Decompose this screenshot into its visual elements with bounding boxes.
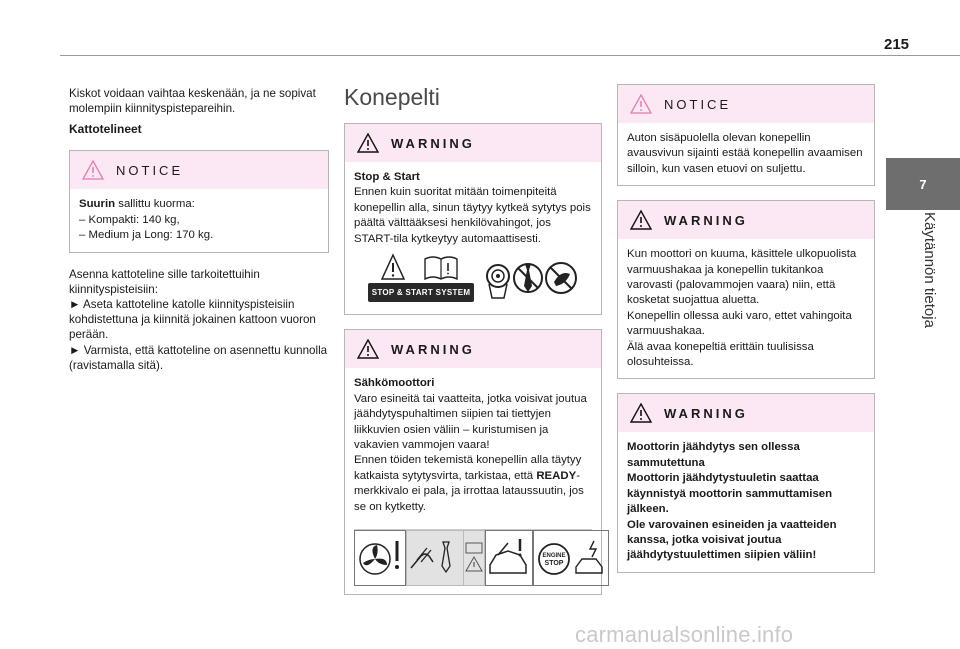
- header-rule: [60, 55, 960, 56]
- stop-start-pictograms: [354, 247, 592, 306]
- electric-motor-text-a: Varo esineitä tai vaatteita, jotka voisivat joutua jäähdytyspuhaltimen siipien tai tiettyjen liikkuvien osien väliin – kuristumisen ja vakavien vammojen vaara! Ennen töiden tekemistä konepellin alla täytyy katkaista sytytysvirta, tarkistaa, että: [354, 392, 587, 482]
- warning-header: [345, 330, 601, 368]
- warning-body: [345, 368, 601, 594]
- warning-body: [618, 432, 874, 571]
- notice-header: [618, 85, 874, 123]
- notice-body: [618, 123, 874, 185]
- warning-body: [618, 239, 874, 378]
- notice-box-release-lever: [617, 84, 875, 186]
- notice-bold-word: Suurin: [79, 198, 116, 211]
- warning-title: WARNING: [391, 135, 475, 151]
- warning-box-stop-start: [344, 123, 602, 315]
- warning-box-hot-engine: [617, 200, 875, 379]
- column-right: [617, 84, 875, 587]
- notice-body: [70, 189, 328, 251]
- warning-box-cooling-fan: [617, 393, 875, 572]
- hot-engine-text: Kun moottori on kuuma, käsittele ulkopuolista varmuushakaa ja konepellin tukitankoa varovasti (palovammojen vaara) niin, että kosketat suojattua aluetta. Konepellin ollessa auki varo, ettet vahingoita varmuushakaa. Älä avaa konepeltiä erittäin tuulisissa olosuhteissa.: [627, 248, 857, 369]
- stop-start-badge: STOP & START SYSTEM: [368, 283, 475, 302]
- warning-triangle-icon: [357, 339, 379, 359]
- stop-start-heading: Stop & Start: [354, 171, 420, 183]
- warning-header: [345, 124, 601, 162]
- notice-triangle-icon: [82, 160, 104, 180]
- site-watermark: carmanualsonline.info: [575, 622, 794, 647]
- warning-header: [618, 201, 874, 239]
- load-item-compact: – Kompakti: 140 kg,: [79, 213, 180, 226]
- release-lever-text: Auton sisäpuolella olevan konepellin avausvivun sijainti estää konepellin avaamisen silloin, kun vasen etuovi on suljettu.: [627, 132, 863, 175]
- load-item-medium-long: – Medium ja Long: 170 kg.: [79, 229, 214, 242]
- warning-triangle-icon: [630, 210, 652, 230]
- warning-box-electric-motor: [344, 329, 602, 595]
- svg-text:STOP: STOP: [544, 560, 564, 568]
- install-steps: Asenna kattoteline sille tarkoitettuihin kiinnityspisteisiin: ► Aseta kattoteline katolle kiinnityspisteisiin kohdistettuna ja kiinnitä jokainen kattoon vuoron perään. ► Varmista, että kattoteline on asennettu kunnolla (ravistamalla sitä).: [69, 267, 328, 372]
- notice-triangle-icon: [630, 94, 652, 114]
- chapter-label: Käytännön tietoja: [921, 212, 938, 328]
- fan-icon: [355, 535, 405, 581]
- notice-box-load: [69, 150, 329, 252]
- hand-tie-icon: [407, 538, 463, 578]
- manual-book-icon: [421, 253, 461, 283]
- warning-sign-icon: [381, 253, 421, 283]
- engine-stop-button-icon: [534, 535, 608, 581]
- notice-title: NOTICE: [664, 96, 732, 112]
- hand-tie-pictogram: [406, 530, 464, 586]
- fan-warning-pictogram: [354, 530, 406, 586]
- warning-title: WARNING: [664, 405, 748, 421]
- bonnet-open-icon: [486, 535, 532, 581]
- warning-triangle-icon: [630, 403, 652, 423]
- electric-motor-heading: Sähkömoottori: [354, 377, 435, 390]
- warning-title: WARNING: [664, 212, 748, 228]
- chapter-label-wrap: [886, 212, 960, 372]
- column-middle: [344, 84, 602, 609]
- engine-stop-pictogram: [533, 530, 609, 586]
- belt-pulley-icon: [484, 256, 512, 300]
- svg-text:ENGINE: ENGINE: [542, 553, 566, 560]
- no-hand-fan-icon: [544, 256, 578, 300]
- chapter-number: 7: [919, 176, 927, 192]
- rails-intro: Kiskot voidaan vaihtaa keskenään, ja ne sopivat molempiin kiinnityspistepareihin.: [69, 87, 316, 116]
- manual-warning-icon: [464, 541, 484, 575]
- page-number: 215: [884, 36, 910, 53]
- electric-motor-pictograms: [354, 529, 592, 586]
- notice-title: NOTICE: [116, 162, 184, 178]
- chapter-tab[interactable]: [886, 158, 960, 210]
- warning-header: [618, 394, 874, 432]
- notice-rest: sallittu kuorma:: [115, 198, 195, 211]
- manual-warning-pictogram: [464, 530, 485, 586]
- electric-motor-text-b: -merkkivalo ei pala, ja irrottaa lataussuutin, jos se on kytketty.: [354, 469, 584, 513]
- no-tie-icon: [512, 256, 544, 300]
- ready-label: READY: [536, 469, 577, 482]
- warning-triangle-icon: [357, 133, 379, 153]
- column-left: [69, 86, 329, 379]
- bonnet-warning-pictogram: [485, 530, 533, 586]
- cooling-fan-text: Moottorin jäähdytys sen ollessa sammutettuna Moottorin jäähdytystuuletin saattaa käynnistyä moottorin sammuttamisen jälkeen. Ole varovainen esineiden ja vaatteiden kanssa, jotka voisivat joutua jäähdytystuulettimen siipien väliin!: [627, 441, 837, 562]
- notice-header: [70, 151, 328, 189]
- stop-start-text: Ennen kuin suoritat mitään toimenpiteitä konepellin alla, sinun täytyy kytkeä sytytys pois päältä välttääksesi henkilövahingot, jos START-tila kytkeytyy automaattisesti.: [354, 186, 591, 245]
- warning-title: WARNING: [391, 341, 475, 357]
- section-title-bonnet: Konepelti: [344, 84, 440, 110]
- roof-racks-heading: Kattotelineet: [69, 122, 142, 137]
- warning-body: [345, 162, 601, 314]
